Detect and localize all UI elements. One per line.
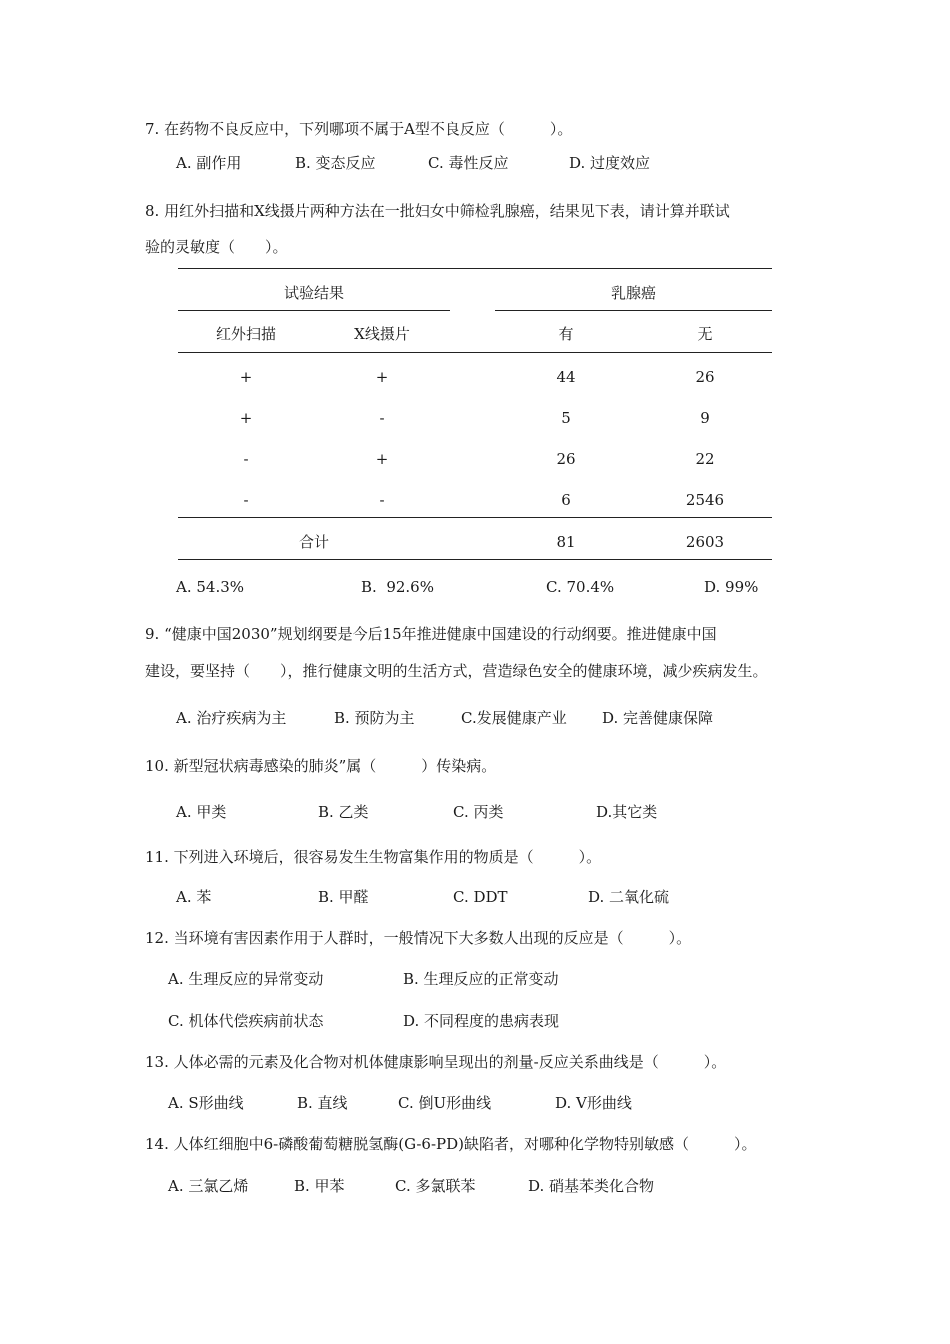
q12-stem: 12. 当环境有害因素作用于人群时，一般情况下大多数人出现的反应是（ ）。: [145, 929, 692, 947]
table-cell: -: [243, 450, 249, 468]
q11-option-b: B. 甲醛: [318, 888, 369, 906]
q10-option-c: C. 丙类: [453, 803, 504, 821]
q12-option-d: D. 不同程度的患病表现: [403, 1012, 560, 1030]
table-cell: 22: [695, 450, 715, 468]
q8-option-b: B. 92.6%: [361, 578, 434, 596]
q9-option-a: A. 治疗疾病为主: [176, 709, 287, 727]
table-cell: 6: [561, 491, 571, 509]
table-cell: +: [239, 409, 253, 427]
table-col-header: 红外扫描: [215, 325, 276, 343]
table-cell: 26: [695, 368, 715, 386]
table-cell: +: [239, 368, 253, 386]
table-cell: 26: [556, 450, 576, 468]
q8-option-a: A. 54.3%: [176, 578, 245, 596]
q13-option-a: A. S形曲线: [168, 1094, 244, 1112]
table-top-rule: [178, 268, 772, 269]
q10-option-a: A. 甲类: [176, 803, 227, 821]
q13-option-d: D. V形曲线: [555, 1094, 632, 1112]
q7-option-a: A. 副作用: [176, 154, 242, 172]
q11-option-c: C. DDT: [453, 888, 508, 906]
table-total-label: 合计: [298, 533, 329, 551]
q10-stem: 10. 新型冠状病毒感染的肺炎”属（ ）传染病。: [145, 757, 497, 775]
q7-option-b: B. 变态反应: [295, 154, 376, 172]
q14-option-c: C. 多氯联苯: [395, 1177, 476, 1195]
q9-stem-line2: 建设，要坚持（ ），推行健康文明的生活方式，营造绿色安全的健康环境，减少疾病发生。: [145, 662, 768, 680]
q12-option-b: B. 生理反应的正常变动: [403, 970, 559, 988]
table-col-header: X线摄片: [354, 325, 410, 343]
q13-option-b: B. 直线: [297, 1094, 348, 1112]
q11-stem: 11. 下列进入环境后，很容易发生生物富集作用的物质是（ ）。: [145, 848, 602, 866]
q7-option-d: D. 过度效应: [569, 154, 651, 172]
table-group-right: 乳腺癌: [610, 284, 656, 302]
q11-option-d: D. 二氧化硫: [588, 888, 670, 906]
q9-option-d: D. 完善健康保障: [602, 709, 714, 727]
table-cell: 2546: [685, 491, 725, 509]
table-total-cell: 2603: [685, 533, 725, 551]
table-group-left: 试验结果: [283, 284, 344, 302]
q9-stem-line1: 9. “健康中国2030”规划纲要是今后15年推进健康中国建设的行动纲要。推进健康中国: [145, 625, 717, 643]
q13-stem: 13. 人体必需的元素及化合物对机体健康影响呈现出的剂量-反应关系曲线是（ ）。: [145, 1053, 727, 1071]
q9-option-b: B. 预防为主: [334, 709, 415, 727]
q14-option-d: D. 硝基苯类化合物: [528, 1177, 655, 1195]
q14-option-a: A. 三氯乙烯: [168, 1177, 249, 1195]
table-bottom-rule: [178, 559, 772, 560]
table-cell: 9: [700, 409, 710, 427]
table-cell: +: [375, 368, 389, 386]
q8-option-c: C. 70.4%: [546, 578, 615, 596]
table-cell: 44: [556, 368, 576, 386]
table-group-right-rule: [495, 310, 772, 311]
table-cell: -: [379, 409, 385, 427]
table-total-rule: [178, 517, 772, 518]
q7-stem: 7. 在药物不良反应中，下列哪项不属于A型不良反应（ ）。: [145, 120, 573, 138]
table-cell: -: [243, 491, 249, 509]
table-col-header: 无: [697, 325, 713, 343]
q11-option-a: A. 苯: [176, 888, 212, 906]
q8-stem-line1: 8. 用红外扫描和X线摄片两种方法在一批妇女中筛检乳腺癌，结果见下表，请计算并联试: [145, 202, 730, 220]
table-header-rule: [178, 352, 772, 353]
q13-option-c: C. 倒U形曲线: [398, 1094, 492, 1112]
q8-stem-line2: 验的灵敏度（ ）。: [145, 238, 288, 256]
q14-option-b: B. 甲苯: [294, 1177, 345, 1195]
table-cell: +: [375, 450, 389, 468]
q10-option-b: B. 乙类: [318, 803, 369, 821]
table-cell: 5: [561, 409, 571, 427]
q10-option-d: D.其它类: [596, 803, 658, 821]
q9-option-c: C.发展健康产业: [461, 709, 567, 727]
q12-option-c: C. 机体代偿疾病前状态: [168, 1012, 324, 1030]
table-col-header: 有: [558, 325, 574, 343]
table-total-cell: 81: [556, 533, 576, 551]
table-cell: -: [379, 491, 385, 509]
q8-option-d: D. 99%: [704, 578, 759, 596]
q7-option-c: C. 毒性反应: [428, 154, 509, 172]
q14-stem: 14. 人体红细胞中6-磷酸葡萄糖脱氢酶(G-6-PD)缺陷者，对哪种化学物特别敏感（ ）。: [145, 1135, 757, 1153]
q12-option-a: A. 生理反应的异常变动: [168, 970, 324, 988]
table-group-left-rule: [178, 310, 450, 311]
